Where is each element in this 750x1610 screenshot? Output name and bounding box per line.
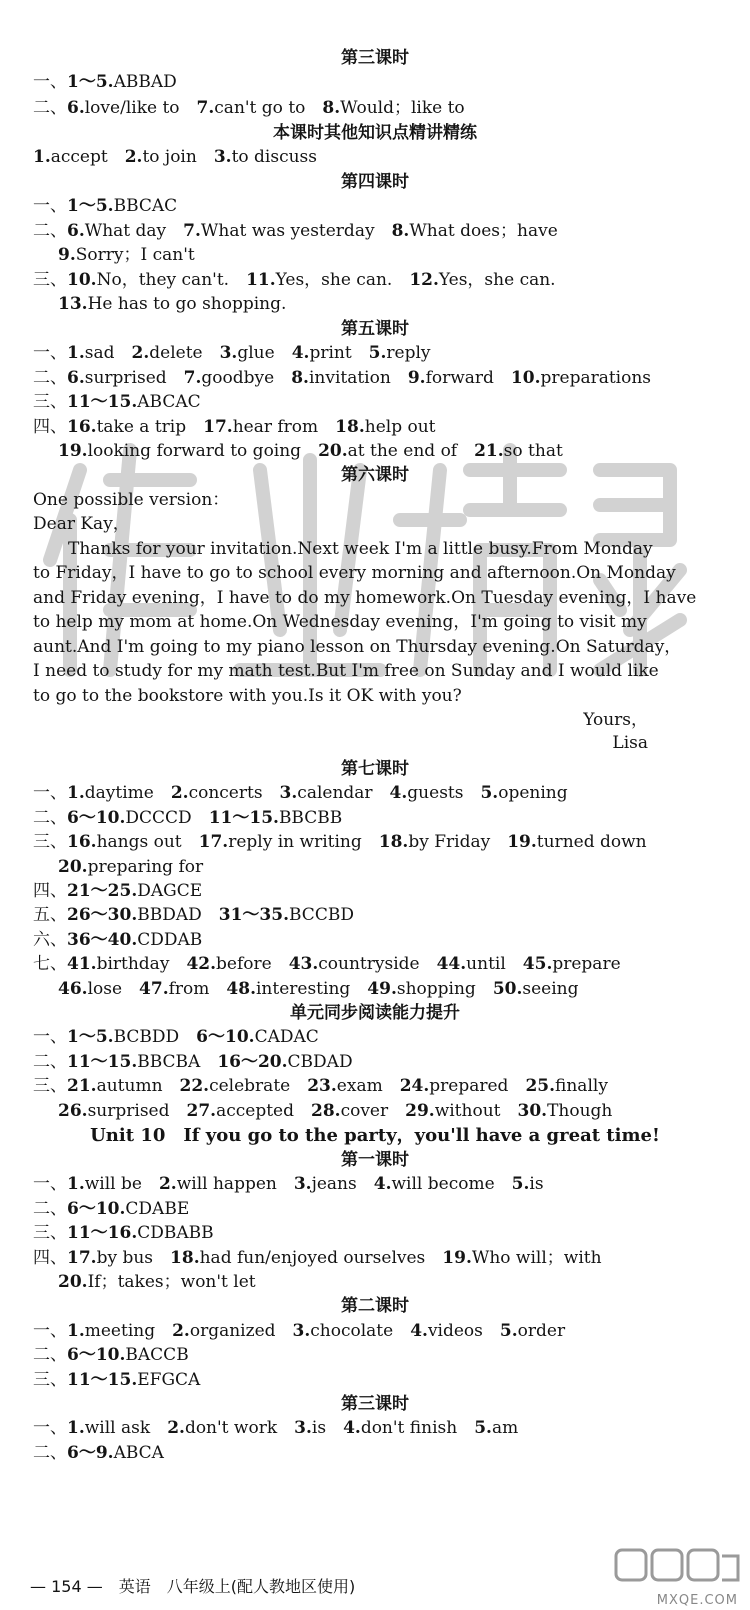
section-title-unit10-lesson2: 第二课时	[341, 1296, 409, 1316]
answer-line: 五、26～30.BBDAD 31～35.BCCBD	[33, 905, 354, 925]
answer-line: 一、1.will be 2.will happen 3.jeans 4.will become 5.is	[33, 1174, 544, 1194]
section-title-lesson5: 第五课时	[341, 319, 409, 339]
answer-line: 一、1.meeting 2.organized 3.chocolate 4.videos 5.order	[33, 1321, 566, 1341]
answer-line: 20.preparing for	[58, 857, 204, 877]
essay-line: to help my mom at home.On Wednesday evening，I'm going to visit my	[33, 612, 647, 632]
essay-line: to Friday，I have to go to school every morning and afternoon.On Monday	[33, 563, 676, 583]
answer-line: 26.surprised 27.accepted 28.cover 29.without 30.Though	[58, 1101, 613, 1121]
subsection-title: 本课时其他知识点精讲精练	[273, 123, 477, 143]
answer-line: 六、36～40.CDDAB	[33, 930, 203, 950]
answer-line: 1.accept 2.to join 3.to discuss	[33, 147, 318, 167]
answer-line: 一、1.will ask 2.don't work 3.is 4.don't finish 5.am	[33, 1418, 519, 1438]
answer-line: 三、21.autumn 22.celebrate 23.exam 24.prepared 25.finally	[33, 1076, 608, 1096]
answer-line: 四、17.by bus 18.had fun/enjoyed ourselves 19.Who will；with	[33, 1248, 602, 1268]
section-title-unit10-lesson1: 第一课时	[341, 1150, 409, 1170]
essay-line: I need to study for my math test.But I'm free on Sunday and I would like	[33, 661, 659, 681]
answer-line: 三、10.No，they can't. 11.Yes，she can. 12.Yes，she can.	[33, 270, 556, 290]
answer-line: 一、1～5.ABBAD	[33, 72, 177, 92]
section-title-lesson6: 第六课时	[341, 465, 409, 485]
answer-line: 一、1.daytime 2.concerts 3.calendar 4.guests 5.opening	[33, 783, 568, 803]
unit-title: Unit 10 If you go to the party，you'll have a great time!	[90, 1125, 660, 1146]
answer-line: 三、11～15.EFGCA	[33, 1370, 201, 1390]
answer-line: 二、6～9.ABCA	[33, 1443, 164, 1463]
answer-line: 13.He has to go shopping.	[58, 294, 287, 314]
answer-line: 四、21～25.DAGCE	[33, 881, 203, 901]
answer-line: 三、11～16.CDBABB	[33, 1223, 214, 1243]
essay-closing: Yours，	[583, 710, 648, 730]
answer-line: 20.If；takes；won't let	[58, 1272, 256, 1292]
essay-intro: One possible version：	[33, 490, 230, 510]
answer-line: 七、41.birthday 42.before 43.countryside 44.until 45.prepare	[33, 954, 621, 974]
section-title-unit10-lesson3: 第三课时	[341, 1394, 409, 1414]
answer-line: 46.lose 47.from 48.interesting 49.shopping 50.seeing	[58, 979, 579, 999]
essay-line: Thanks for your invitation.Next week I'm a little busy.From Monday	[68, 539, 653, 559]
section-title-lesson3: 第三课时	[341, 48, 409, 68]
answer-line: 二、6.surprised 7.goodbye 8.invitation 9.forward 10.preparations	[33, 368, 652, 388]
answer-line: 三、16.hangs out 17.reply in writing 18.by Friday 19.turned down	[33, 832, 647, 852]
site-watermark-logo	[612, 1546, 742, 1598]
section-title-lesson7: 第七课时	[341, 759, 409, 779]
section-title-lesson4: 第四课时	[341, 172, 409, 192]
section-title-reading: 单元同步阅读能力提升	[290, 1003, 460, 1023]
answer-line: 二、6～10.DCCCD 11～15.BBCBB	[33, 808, 343, 828]
answer-line: 一、1～5.BBCAC	[33, 196, 178, 216]
page-footer: — 154 — 英语 八年级上(配人教地区使用)	[30, 1577, 356, 1596]
answer-line: 9.Sorry；I can't	[58, 245, 195, 265]
answer-line: 三、11～15.ABCAC	[33, 392, 201, 412]
answer-line: 二、6.love/like to 7.can't go to 8.Would；like to	[33, 98, 465, 118]
essay-signature: Lisa	[612, 733, 648, 753]
answer-line: 一、1.sad 2.delete 3.glue 4.print 5.reply	[33, 343, 431, 363]
answer-line: 19.looking forward to going 20.at the end of 21.so that	[58, 441, 563, 461]
answer-line: 二、6～10.BACCB	[33, 1345, 189, 1365]
essay-line: and Friday evening，I have to do my homework.On Tuesday evening，I have	[33, 588, 697, 608]
essay-line: to go to the bookstore with you.Is it OK with you?	[33, 686, 462, 706]
site-watermark-text: MXQE.COM	[656, 1593, 738, 1608]
essay-line: aunt.And I'm going to my piano lesson on Thursday evening.On Saturday，	[33, 637, 682, 657]
essay-greeting: Dear Kay，	[33, 514, 130, 534]
answer-line: 二、11～15.BBCBA 16～20.CBDAD	[33, 1052, 353, 1072]
answer-line: 四、16.take a trip 17.hear from 18.help out	[33, 417, 436, 437]
answer-line: 二、6～10.CDABE	[33, 1199, 190, 1219]
answer-line: 一、1～5.BCBDD 6～10.CADAC	[33, 1027, 319, 1047]
answer-line: 二、6.What day 7.What was yesterday 8.What does；have	[33, 221, 558, 241]
